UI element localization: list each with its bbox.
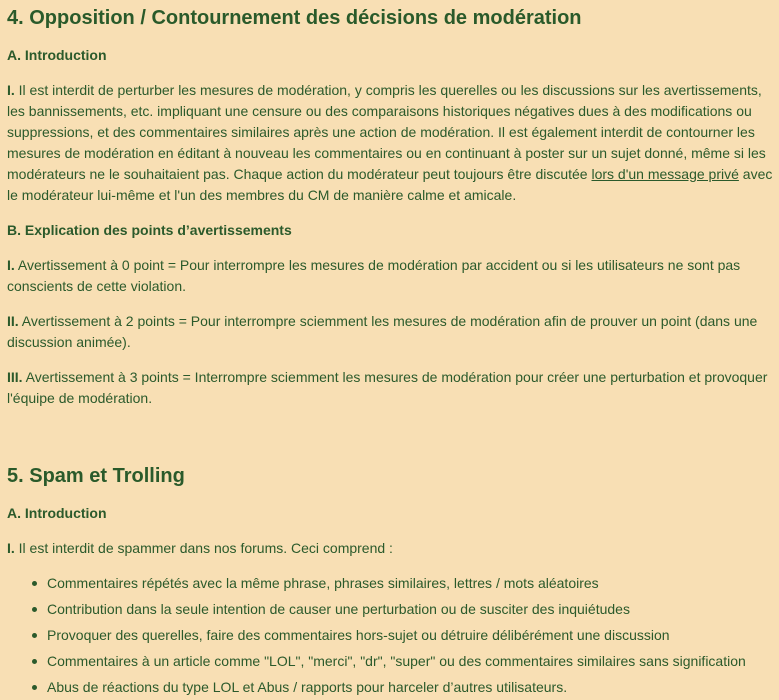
- roman-marker: III.: [7, 369, 23, 385]
- intro-text-end: avec le modérateur lui-même et l'un des membres du CM de manière calme et amicale.: [7, 166, 773, 203]
- private-message-link[interactable]: lors d'un message privé: [591, 166, 739, 182]
- list-item: Abus de réactions du type LOL et Abus / rapports pour harceler d’autres utilisateurs.: [32, 674, 779, 700]
- list-item: Contribution dans la seule intention de causer une perturbation ou de susciter des inquiétudes: [32, 596, 779, 622]
- section-5-title: 5. Spam et Trolling: [7, 465, 185, 487]
- roman-marker: I.: [7, 82, 15, 98]
- intro-text: Il est interdit de spammer dans nos forums. Ceci comprend :: [14, 540, 393, 556]
- roman-marker: II.: [7, 313, 19, 329]
- section-5-intro-paragraph: [7, 538, 777, 559]
- section-5-intro-heading: A. Introduction: [7, 505, 107, 521]
- spam-list: [7, 570, 779, 700]
- intro-text: Il est interdit de perturber les mesures de modération, y compris les querelles ou les discussions sur les avertissements, les bannissements, etc. impliquant une censure ou des comparaisons historiques négatives dues à des modifications ou suppressions, et des commentaires similaires après une action de modération. Il est également interdit de contourner les mesures de modération en éditant à nouveau les commentaires ou en continuant à poster sur un sujet donné, même si les modérateurs ne le souhaitaient pas. Chaque action du modérateur peut toujours être discutée: [7, 82, 766, 182]
- warning-point-3: [7, 367, 777, 409]
- list-item: Commentaires à un article comme "LOL", "merci", "dr", "super" ou des commentaires similaires sans signification: [32, 648, 779, 674]
- list-item: Commentaires répétés avec la même phrase, phrases similaires, lettres / mots aléatoires: [32, 570, 779, 596]
- warning-text: Avertissement à 3 points = Interrompre sciemment les mesures de modération pour créer une perturbation et provoquer l'équipe de modération.: [7, 369, 768, 406]
- warning-text: Avertissement à 0 point = Pour interrompre les mesures de modération par accident ou si les utilisateurs ne sont pas conscients de cette violation.: [7, 257, 741, 294]
- section-4-intro-heading: A. Introduction: [7, 47, 107, 63]
- roman-marker: I.: [7, 257, 15, 273]
- warning-point-2: [7, 311, 777, 353]
- warning-point-0: [7, 255, 777, 297]
- section-4-points-heading: B. Explication des points d’avertissements: [7, 222, 292, 238]
- warning-text: Avertissement à 2 points = Pour interrompre sciemment les mesures de modération afin de prouver un point (dans une discussion animée).: [7, 313, 758, 350]
- section-4-title: 4. Opposition / Contournement des décisions de modération: [7, 7, 582, 29]
- roman-marker: I.: [7, 540, 15, 556]
- section-4-intro-paragraph: [7, 80, 777, 206]
- list-item: Provoquer des querelles, faire des commentaires hors-sujet ou détruire délibérément une discussion: [32, 622, 779, 648]
